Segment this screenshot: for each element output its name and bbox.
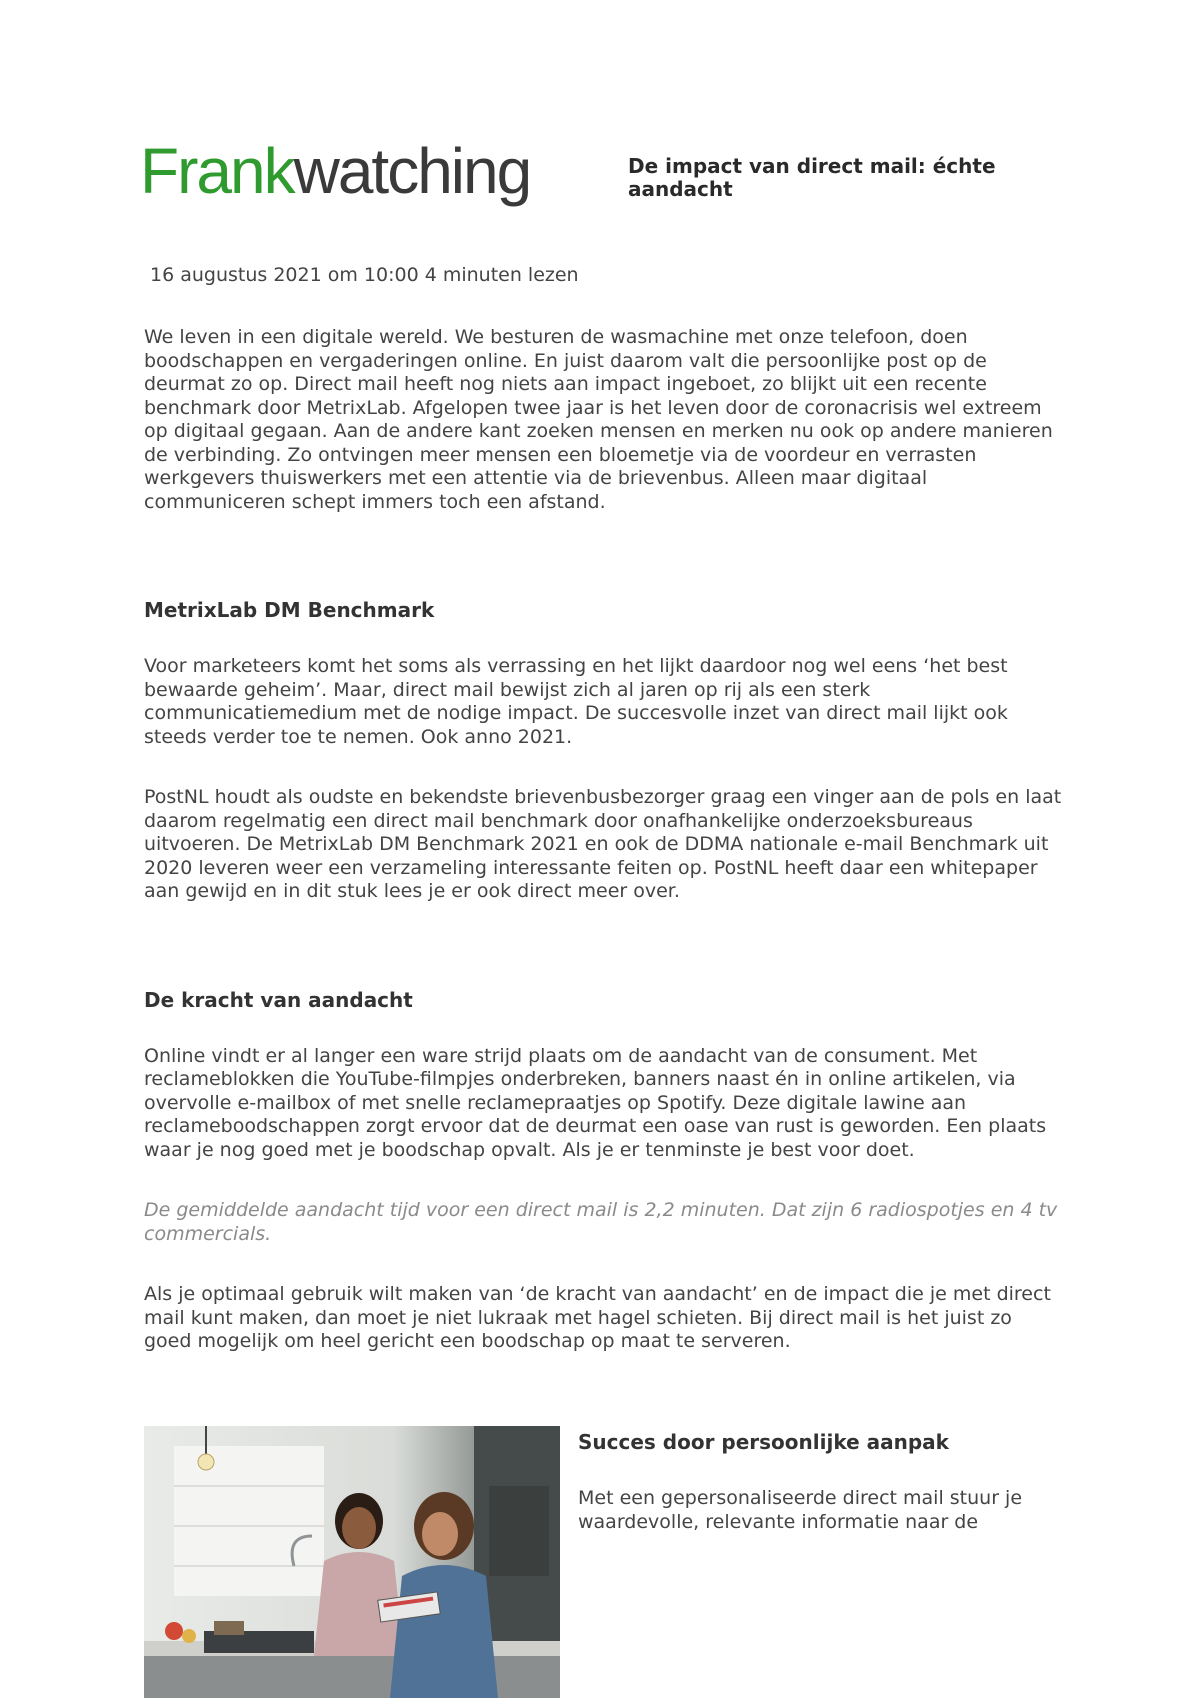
intro-paragraph: We leven in een digitale wereld. We besturen de wasmachine met onze telefoon, doen boodschappen en vergaderingen online. En juist daarom valt die persoonlijke post op de deurmat zo op. Direct mail heeft nog niets aan impact ingeboet, zo blijkt uit een recente benchmark door MetrixLab. Afgelopen twee jaar is het leven door de coronacrisis wel extreem op digitaal gegaan. Aan de andere kant zoeken mensen en merken nu ook op andere manieren de verbinding. Zo ontvingen meer mensen een bloemetje via de voordeur en verrasten werkgevers thuiswerkers met een attentie via de brievenbus. Alleen maar digitaal communiceren schept immers toch een afstand. bbox=[144, 326, 1053, 513]
kitchen-photo bbox=[144, 1426, 560, 1698]
benchmark-paragraph-2: PostNL houdt als oudste en bekendste brievenbusbezorger graag een vinger aan de pols en laat daarom regelmatig een direct mail benchmark door onafhankelijke onderzoeksbureaus uitvoeren. De MetrixLab DM Benchmark 2021 en ook de DDMA nationale e-mail Benchmark uit 2020 leveren weer een verzameling interessante feiten op. PostNL heeft daar een whitepaper aan gewijd en in dit stuk lees je er ook direct meer over. bbox=[144, 786, 1062, 902]
kracht-paragraph-1: Online vindt er al langer een ware strijd plaats om de aandacht van de consument. Met reclameblokken die YouTube-filmpjes onderbreken, banners naast én in online artikelen, via overvolle e-mailbox of met snelle reclamepraatjes op Spotify. Deze digitale lawine aan reclameboodschappen zorgt ervoor dat de deurmat een oase van rust is geworden. Een plaats waar je nog goed met je boodschap opvalt. Als je er tenminste je best voor doet. bbox=[144, 1044, 1047, 1161]
header bbox=[140, 135, 1060, 215]
side-paragraph: Met een gepersonaliseerde direct mail stuur je waardevolle, relevante informatie naar de bbox=[578, 1487, 1023, 1533]
logo-watching: watching bbox=[293, 135, 531, 207]
heading-benchmark: MetrixLab DM Benchmark bbox=[144, 598, 435, 622]
article-title: De impact van direct mail: échte aandacht bbox=[628, 154, 996, 201]
image-text-section bbox=[144, 1426, 1064, 1698]
article-meta: 16 augustus 2021 om 10:00 4 minuten lezen bbox=[150, 264, 579, 286]
frankwatching-logo[interactable] bbox=[140, 135, 530, 207]
article-body bbox=[144, 326, 1064, 1354]
kracht-paragraph-2: Als je optimaal gebruik wilt maken van ‘de kracht van aandacht’ en de impact die je met direct mail kunt maken, dan moet je niet lukraak met hagel schieten. Bij direct mail is het juist zo goed mogelijk om heel gericht een boodschap op maat te serveren. bbox=[144, 1283, 1051, 1352]
benchmark-paragraph-1: Voor marketeers komt het soms als verrassing en het lijkt daardoor nog wel eens ‘het best bewaarde geheim’. Maar, direct mail bewijst zich al jaren op rij als een sterk communicatiemedium met de nodige impact. De succesvolle inzet van direct mail lijkt ook steeds verder toe te nemen. Ook anno 2021. bbox=[144, 655, 1008, 748]
heading-succes-persoonlijke-aanpak: Succes door persoonlijke aanpak bbox=[578, 1430, 949, 1454]
pull-quote: De gemiddelde aandacht tijd voor een direct mail is 2,2 minuten. Dat zijn 6 radiospotjes en 4 tv commercials. bbox=[144, 1199, 1058, 1245]
heading-kracht-van-aandacht: De kracht van aandacht bbox=[144, 987, 413, 1012]
logo-frank: Frank bbox=[140, 135, 294, 207]
side-column bbox=[578, 1430, 1058, 1534]
